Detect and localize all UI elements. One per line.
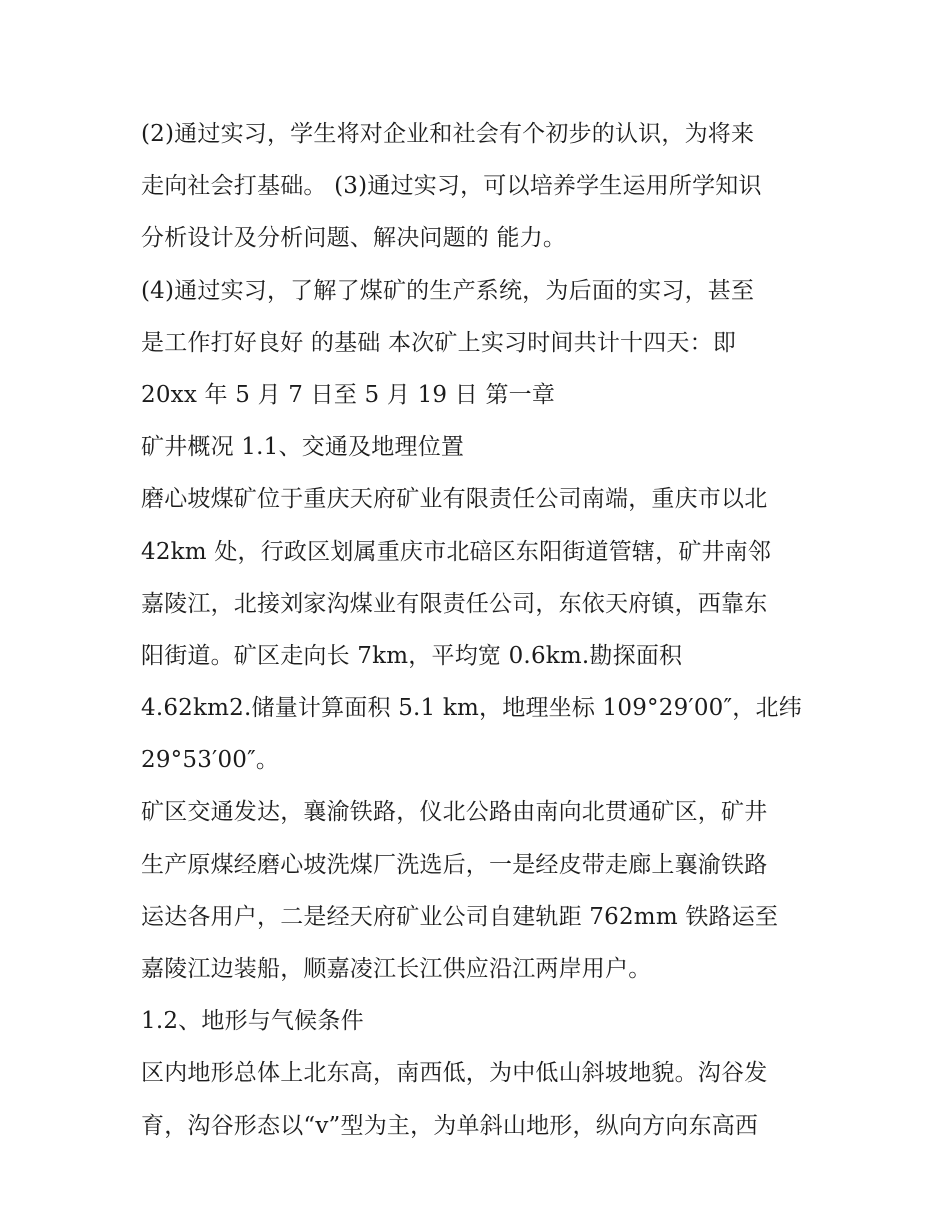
text-line: 嘉陵江，北接刘家沟煤业有限责任公司，东依天府镇，西靠东 <box>141 590 768 617</box>
text-line: 嘉陵江边装船，顺嘉凌江长江供应沿江两岸用户。 <box>141 956 652 982</box>
text-line: 磨心坡煤矿位于重庆天府矿业有限责任公司南端，重庆市以北 <box>141 486 768 513</box>
text-line: 是工作打好良好 的基础 本次矿上实习时间共计十四天：即 <box>141 329 737 356</box>
text-line: 矿井概况 1.1、交通及地理位置 <box>141 434 465 461</box>
text-line: 4.62km2.储量计算面积 5.1 km，地理坐标 109°29′00″，北纬 <box>141 695 802 722</box>
text-line: 矿区交通发达，襄渝铁路，仪北公路由南向北贯通矿区，矿井 <box>141 799 768 826</box>
text-line: 阳街道。矿区走向长 7km，平均宽 0.6km.勘探面积 <box>141 642 683 669</box>
text-line: (2)通过实习，学生将对企业和社会有个初步的认识，为将来 <box>141 121 755 147</box>
text-line: 分析设计及分析问题、解决问题的 能力。 <box>141 225 567 252</box>
text-line: 42km 处，行政区划属重庆市北碚区东阳街道管辖，矿井南邻 <box>141 538 772 565</box>
document-body <box>141 108 821 1152</box>
text-line: 29°53′00″。 <box>141 747 280 774</box>
text-line: 育，沟谷形态以“v”型为主，为单斜山地形，纵向方向东高西 <box>141 1112 759 1139</box>
text-line: 生产原煤经磨心坡洗煤厂洗选后，一是经皮带走廊上襄渝铁路 <box>141 851 768 878</box>
text-line: 运达各用户，二是经天府矿业公司自建轨距 762mm 铁路运至 <box>141 903 779 930</box>
text-line: 1.2、地形与气候条件 <box>141 1008 364 1035</box>
text-line: 20xx 年 5 月 7 日至 5 月 19 日 第一章 <box>141 381 556 408</box>
text-line: 走向社会打基础。 (3)通过实习，可以培养学生运用所学知识 <box>141 173 762 200</box>
text-line: 区内地形总体上北东高，南西低，为中低山斜坡地貌。沟谷发 <box>141 1060 768 1087</box>
text-line: (4)通过实习，了解了煤矿的生产系统，为后面的实习，甚至 <box>141 277 755 304</box>
